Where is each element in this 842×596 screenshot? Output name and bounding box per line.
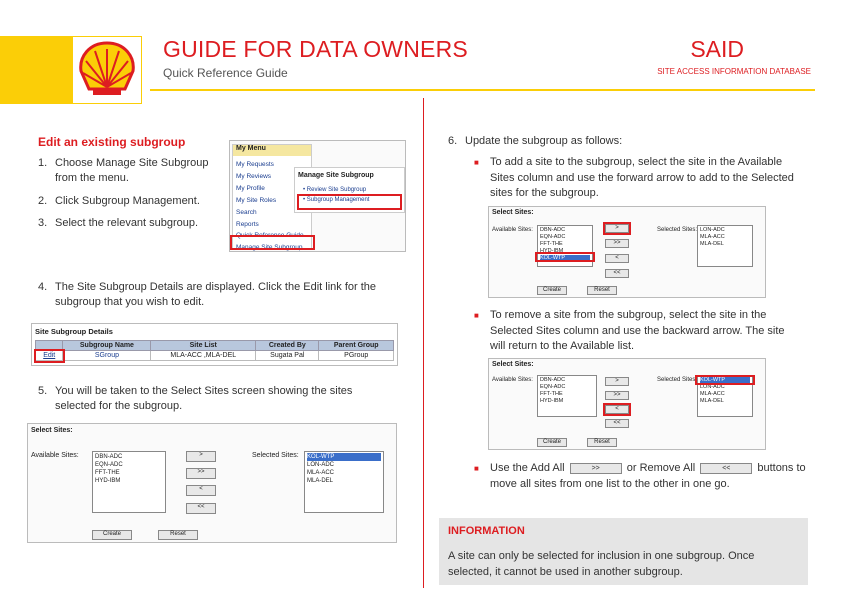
step-3 bbox=[38, 216, 228, 232]
information-box bbox=[439, 518, 808, 585]
list-item[interactable]: DBN-ADC bbox=[95, 454, 123, 460]
highlight-box bbox=[297, 194, 402, 210]
add-all-button[interactable]: >> bbox=[605, 239, 629, 248]
add-site-screenshot bbox=[488, 206, 766, 298]
step-number: 5. bbox=[38, 385, 48, 397]
step-6 bbox=[448, 134, 808, 150]
menu-heading: My Menu bbox=[233, 145, 311, 156]
bullet-text: To add a site to the subgroup, select the site in the Available Sites column and use the forward arrow to add to the Selected sites for the subgroup. bbox=[490, 156, 794, 199]
reset-button[interactable]: Reset bbox=[587, 286, 617, 295]
step-4 bbox=[38, 280, 418, 312]
list-item[interactable]: MLA-ACC bbox=[307, 470, 335, 476]
table-cell: Sugata Pal bbox=[256, 351, 319, 361]
selected-sites-list[interactable] bbox=[697, 225, 753, 267]
highlight-box bbox=[230, 235, 315, 250]
add-all-button[interactable]: >> bbox=[186, 468, 216, 479]
step-text: Click Subgroup Management. bbox=[55, 195, 200, 207]
remove-all-button[interactable]: << bbox=[186, 503, 216, 514]
subgroup-details-screenshot bbox=[31, 323, 398, 366]
add-button[interactable]: > bbox=[605, 224, 629, 233]
submenu-item-review[interactable]: • Review Site Subgroup bbox=[303, 187, 367, 193]
brand-name: SAID bbox=[690, 36, 744, 62]
available-label: Available Sites: bbox=[492, 227, 533, 233]
step-2 bbox=[38, 194, 228, 210]
bullet-icon: ■ bbox=[474, 311, 479, 320]
bullet-text: Use the Add All >> or Remove All << buttons to move all sites from one list to the other in one go. bbox=[490, 462, 806, 490]
add-button[interactable]: > bbox=[605, 377, 629, 386]
info-heading: INFORMATION bbox=[448, 525, 525, 537]
list-item[interactable]: FFT-THE bbox=[95, 470, 120, 476]
highlight-box bbox=[603, 403, 631, 416]
bullet-add-site bbox=[474, 155, 814, 203]
highlight-box bbox=[695, 375, 755, 385]
reset-button[interactable]: Reset bbox=[587, 438, 617, 447]
create-button[interactable]: Create bbox=[537, 286, 567, 295]
selected-label: Selected Sites: bbox=[657, 377, 698, 383]
available-label: Available Sites: bbox=[492, 377, 533, 383]
table-cell: PGroup bbox=[319, 351, 394, 361]
available-label: Available Sites: bbox=[31, 452, 79, 459]
col-header: Site List bbox=[151, 341, 256, 351]
step-5 bbox=[38, 384, 418, 416]
remove-all-button[interactable]: << bbox=[605, 419, 629, 428]
remove-button[interactable]: < bbox=[605, 405, 629, 414]
list-item[interactable]: EQN-ADC bbox=[540, 234, 566, 240]
selected-sites-list[interactable] bbox=[304, 451, 384, 513]
step-text: The Site Subgroup Details are displayed. Click the Edit link for the subgroup that you wish to edit. bbox=[55, 281, 376, 308]
step-number: 4. bbox=[38, 281, 48, 293]
col-header: Subgroup Name bbox=[63, 341, 151, 351]
step-text: Update the subgroup as follows: bbox=[465, 135, 623, 147]
submenu-item-management[interactable]: • Subgroup Management bbox=[303, 197, 370, 203]
menu-item[interactable]: My Reviews bbox=[236, 172, 272, 180]
add-button[interactable]: > bbox=[186, 451, 216, 462]
menu-item-manage-site-subgroup[interactable]: Manage Site Subgroup bbox=[236, 244, 303, 252]
list-item[interactable]: FFT-THE bbox=[540, 391, 563, 397]
menu-item[interactable]: Reports bbox=[236, 220, 259, 228]
bullet-icon: ■ bbox=[474, 464, 479, 473]
highlight-box bbox=[535, 252, 595, 262]
table-cell: SGroup bbox=[63, 351, 151, 361]
select-sites-heading: Select Sites: bbox=[31, 427, 73, 434]
bullet-icon: ■ bbox=[474, 158, 479, 167]
bullet-remove-site bbox=[474, 308, 814, 356]
select-sites-heading: Select Sites: bbox=[492, 209, 534, 216]
create-button[interactable]: Create bbox=[92, 530, 132, 540]
shell-logo bbox=[72, 36, 142, 104]
list-item[interactable]: MLA-DEL bbox=[307, 478, 334, 484]
create-button[interactable]: Create bbox=[537, 438, 567, 447]
list-item[interactable]: EQN-ADC bbox=[540, 384, 566, 390]
highlight-box bbox=[603, 222, 631, 235]
menu-item[interactable]: Search bbox=[236, 208, 257, 216]
menu-item[interactable]: My Site Roles bbox=[236, 196, 277, 204]
list-item[interactable]: KOL-WTP bbox=[540, 255, 590, 262]
list-item[interactable]: MLA-ACC bbox=[700, 234, 725, 240]
step-1 bbox=[38, 156, 228, 188]
page-title: GUIDE FOR DATA OWNERS bbox=[163, 36, 468, 62]
col-header: Parent Group bbox=[319, 341, 394, 351]
remove-button[interactable]: < bbox=[186, 485, 216, 496]
step-number: 6. bbox=[448, 135, 458, 147]
header-yellow-bar bbox=[0, 36, 72, 104]
step-number: 2. bbox=[38, 195, 48, 207]
list-item[interactable]: HYD-IBM bbox=[540, 248, 564, 254]
bullet-add-remove-all bbox=[474, 461, 814, 495]
list-item[interactable]: LON-ADC bbox=[307, 462, 335, 468]
table-row bbox=[36, 351, 394, 361]
menu-item[interactable]: Quick Reference Guide bbox=[236, 232, 304, 240]
available-sites-list[interactable] bbox=[537, 375, 597, 417]
remove-all-button[interactable]: << bbox=[605, 269, 629, 278]
list-item[interactable]: FFT-THE bbox=[540, 241, 563, 247]
menu-item[interactable]: My Requests bbox=[236, 161, 274, 168]
col-header: Created By bbox=[256, 341, 319, 351]
info-body: A site can only be selected for inclusion in one subgroup. Once selected, it cannot be used in another subgroup. bbox=[448, 550, 755, 578]
list-item[interactable]: DBN-ADC bbox=[540, 377, 566, 383]
list-item[interactable]: HYD-IBM bbox=[540, 398, 564, 404]
list-item[interactable]: LON-ADC bbox=[700, 227, 725, 233]
available-sites-list[interactable] bbox=[92, 451, 166, 513]
table-header-row bbox=[36, 341, 394, 351]
col-header bbox=[36, 341, 63, 351]
select-sites-screenshot bbox=[27, 423, 397, 543]
list-item[interactable]: DBN-ADC bbox=[540, 227, 566, 233]
remove-site-screenshot bbox=[488, 358, 766, 450]
brand-subtitle: SITE ACCESS INFORMATION DATABASE bbox=[657, 67, 811, 76]
details-heading: Site Subgroup Details bbox=[35, 327, 113, 336]
remove-button[interactable]: < bbox=[605, 254, 629, 263]
submenu-heading: Manage Site Subgroup bbox=[298, 172, 374, 179]
list-item[interactable]: LON-ADC bbox=[700, 384, 725, 390]
list-item[interactable]: MLA-DEL bbox=[700, 398, 724, 404]
selected-label: Selected Sites: bbox=[252, 452, 299, 459]
reset-button[interactable]: Reset bbox=[158, 530, 198, 540]
list-item[interactable]: MLA-DEL bbox=[700, 241, 724, 247]
table-cell: MLA-ACC ,MLA-DEL bbox=[151, 351, 256, 361]
step-number: 1. bbox=[38, 157, 48, 169]
menu-item[interactable]: My Profile bbox=[236, 184, 265, 192]
step-text: You will be taken to the Select Sites screen showing the sites selected for the subgroup. bbox=[55, 385, 353, 412]
header-rule bbox=[150, 89, 815, 91]
list-item[interactable]: KOL-WTP bbox=[307, 453, 381, 461]
step-text: Choose Manage Site Subgroup from the menu. bbox=[55, 157, 209, 184]
add-all-button-inline[interactable]: >> bbox=[570, 463, 622, 474]
details-table bbox=[35, 340, 394, 361]
list-item[interactable]: HYD-IBM bbox=[95, 478, 121, 484]
step-number: 3. bbox=[38, 217, 48, 229]
list-item[interactable]: EQN-ADC bbox=[95, 462, 123, 468]
bullet-text: To remove a site from the subgroup, select the site in the Selected Sites column and use the backward arrow. The site will return to the Available list. bbox=[490, 309, 785, 352]
step-text: Select the relevant subgroup. bbox=[55, 217, 199, 229]
column-divider bbox=[423, 98, 424, 588]
remove-all-button-inline[interactable]: << bbox=[700, 463, 752, 474]
list-item[interactable]: KOL-WTP bbox=[700, 377, 750, 384]
add-all-button[interactable]: >> bbox=[605, 391, 629, 400]
section-title: Edit an existing subgroup bbox=[38, 135, 186, 149]
list-item[interactable]: MLA-ACC bbox=[700, 391, 725, 397]
page-subtitle: Quick Reference Guide bbox=[163, 66, 288, 80]
menu-screenshot bbox=[229, 140, 406, 252]
select-sites-heading: Select Sites: bbox=[492, 361, 534, 368]
edit-link[interactable]: Edit bbox=[36, 351, 63, 361]
selected-label: Selected Sites: bbox=[657, 227, 698, 233]
